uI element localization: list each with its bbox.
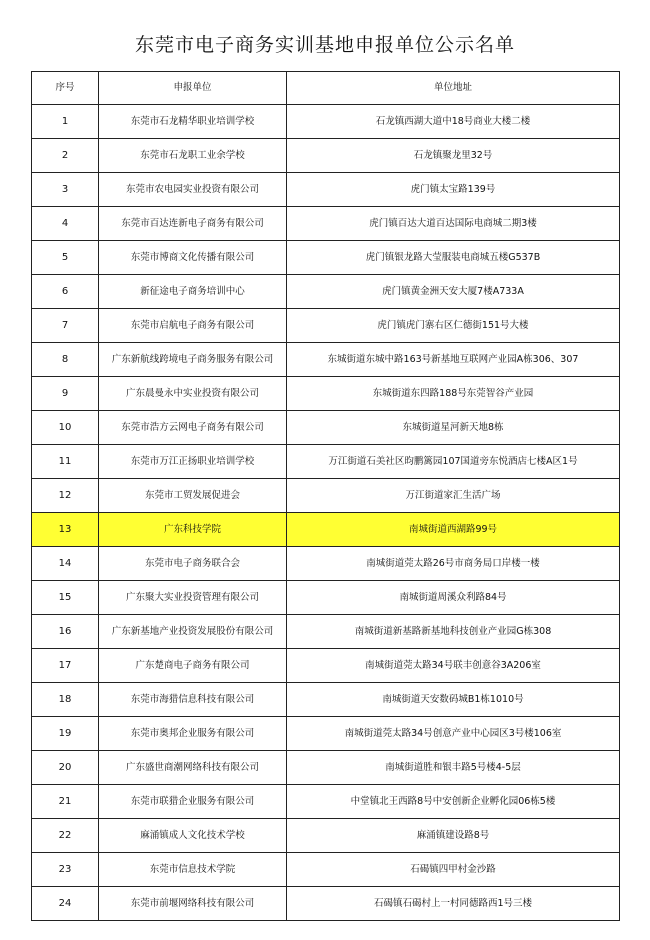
unit-name: 东莞市石龙精华职业培训学校 [99, 105, 287, 139]
unit-address: 南城街道莞太路34号联丰创意谷3A206室 [287, 649, 620, 683]
row-number: 10 [32, 411, 99, 445]
table-row [32, 751, 620, 785]
row-number: 16 [32, 615, 99, 649]
table-row [32, 853, 620, 887]
unit-name: 东莞市石龙职工业余学校 [99, 139, 287, 173]
row-number: 15 [32, 581, 99, 615]
unit-address: 南城街道莞太路26号市商务局口岸楼一楼 [287, 547, 620, 581]
row-number: 5 [32, 241, 99, 275]
unit-name: 麻涌镇成人文化技术学校 [99, 819, 287, 853]
unit-address: 石龙镇西湖大道中18号商业大楼二楼 [287, 105, 620, 139]
table-row [32, 275, 620, 309]
table-row [32, 241, 620, 275]
unit-address: 南城街道天安数码城B1栋1010号 [287, 683, 620, 717]
table-row-highlighted [32, 513, 620, 547]
applicant-table [31, 71, 620, 921]
unit-address: 东城街道星河新天地8栋 [287, 411, 620, 445]
table-row [32, 819, 620, 853]
table-row [32, 785, 620, 819]
table-row [32, 581, 620, 615]
row-number: 12 [32, 479, 99, 513]
unit-address: 中堂镇北王西路8号中安创新企业孵化园06栋5楼 [287, 785, 620, 819]
table-row [32, 887, 620, 921]
row-number: 22 [32, 819, 99, 853]
unit-address: 南城街道西湖路99号 [287, 513, 620, 547]
page-title: 东莞市电子商务实训基地申报单位公示名单 [134, 34, 515, 56]
table-row [32, 207, 620, 241]
unit-address: 万江街道石美社区昀鹏篱园107国道旁东悦酒店七楼A区1号 [287, 445, 620, 479]
row-number: 6 [32, 275, 99, 309]
unit-address: 虎门镇虎门寨右区仁德街151号大楼 [287, 309, 620, 343]
row-number: 1 [32, 105, 99, 139]
row-number: 8 [32, 343, 99, 377]
row-number: 3 [32, 173, 99, 207]
table-row [32, 105, 620, 139]
row-number: 18 [32, 683, 99, 717]
unit-address: 南城街道新基路新基地科技创业产业园G栋308 [287, 615, 620, 649]
row-number: 24 [32, 887, 99, 921]
unit-name: 广东晨曼永中实业投资有限公司 [99, 377, 287, 411]
unit-name: 东莞市百达连新电子商务有限公司 [99, 207, 287, 241]
unit-address: 万江街道家汇生活广场 [287, 479, 620, 513]
unit-address: 南城街道莞太路34号创意产业中心园区3号楼106室 [287, 717, 620, 751]
table-row [32, 411, 620, 445]
table-row [32, 445, 620, 479]
unit-address: 虎门镇黄金洲天安大厦7楼A733A [287, 275, 620, 309]
unit-name: 东莞市电子商务联合会 [99, 547, 287, 581]
unit-name: 广东新航线跨境电子商务服务有限公司 [99, 343, 287, 377]
unit-address: 石龙镇聚龙里32号 [287, 139, 620, 173]
unit-address: 虎门镇银龙路大莹服装电商城五楼G537B [287, 241, 620, 275]
unit-address: 虎门镇百达大道百达国际电商城二期3楼 [287, 207, 620, 241]
row-number: 9 [32, 377, 99, 411]
unit-name: 东莞市前堰网络科技有限公司 [99, 887, 287, 921]
table-row [32, 615, 620, 649]
unit-name: 东莞市博商文化传播有限公司 [99, 241, 287, 275]
table-row [32, 649, 620, 683]
unit-name: 广东楚商电子商务有限公司 [99, 649, 287, 683]
unit-name: 东莞市奥邦企业服务有限公司 [99, 717, 287, 751]
table-row [32, 139, 620, 173]
table-row [32, 547, 620, 581]
unit-address: 石碣镇石碣村上一村同德路西1号三楼 [287, 887, 620, 921]
unit-name: 广东盛世商潮网络科技有限公司 [99, 751, 287, 785]
row-number: 11 [32, 445, 99, 479]
unit-name: 东莞市农电园实业投资有限公司 [99, 173, 287, 207]
row-number: 14 [32, 547, 99, 581]
unit-address: 虎门镇太宝路139号 [287, 173, 620, 207]
unit-name: 广东聚大实业投资管理有限公司 [99, 581, 287, 615]
unit-address: 南城街道周溪众利路84号 [287, 581, 620, 615]
row-number: 20 [32, 751, 99, 785]
unit-name: 东莞市海猎信息科技有限公司 [99, 683, 287, 717]
unit-address: 麻涌镇建设路8号 [287, 819, 620, 853]
table-row [32, 479, 620, 513]
unit-name: 东莞市联猎企业服务有限公司 [99, 785, 287, 819]
table-row [32, 343, 620, 377]
row-number: 17 [32, 649, 99, 683]
unit-name: 广东科技学院 [99, 513, 287, 547]
table-row [32, 717, 620, 751]
unit-name: 东莞市信息技术学院 [99, 853, 287, 887]
row-number: 7 [32, 309, 99, 343]
table-row [32, 173, 620, 207]
unit-name: 东莞市万江正扬职业培训学校 [99, 445, 287, 479]
unit-name: 新征途电子商务培训中心 [99, 275, 287, 309]
column-header-unit: 申报单位 [99, 72, 287, 105]
unit-name: 东莞市浩方云网电子商务有限公司 [99, 411, 287, 445]
unit-address: 南城街道胜和银丰路5号楼4-5层 [287, 751, 620, 785]
row-number: 4 [32, 207, 99, 241]
unit-name: 广东新基地产业投资发展股份有限公司 [99, 615, 287, 649]
column-header-address: 单位地址 [287, 72, 620, 105]
unit-name: 东莞市启航电子商务有限公司 [99, 309, 287, 343]
table-row [32, 683, 620, 717]
table-row [32, 377, 620, 411]
column-header-no: 序号 [32, 72, 99, 105]
unit-address: 石碣镇四甲村金沙路 [287, 853, 620, 887]
row-number: 13 [32, 513, 99, 547]
row-number: 23 [32, 853, 99, 887]
table-row [32, 309, 620, 343]
row-number: 19 [32, 717, 99, 751]
unit-address: 东城街道东四路188号东莞智谷产业园 [287, 377, 620, 411]
unit-address: 东城街道东城中路163号新基地互联网产业园A栋306、307 [287, 343, 620, 377]
row-number: 21 [32, 785, 99, 819]
unit-name: 东莞市工贸发展促进会 [99, 479, 287, 513]
row-number: 2 [32, 139, 99, 173]
table-header-row [32, 72, 620, 105]
